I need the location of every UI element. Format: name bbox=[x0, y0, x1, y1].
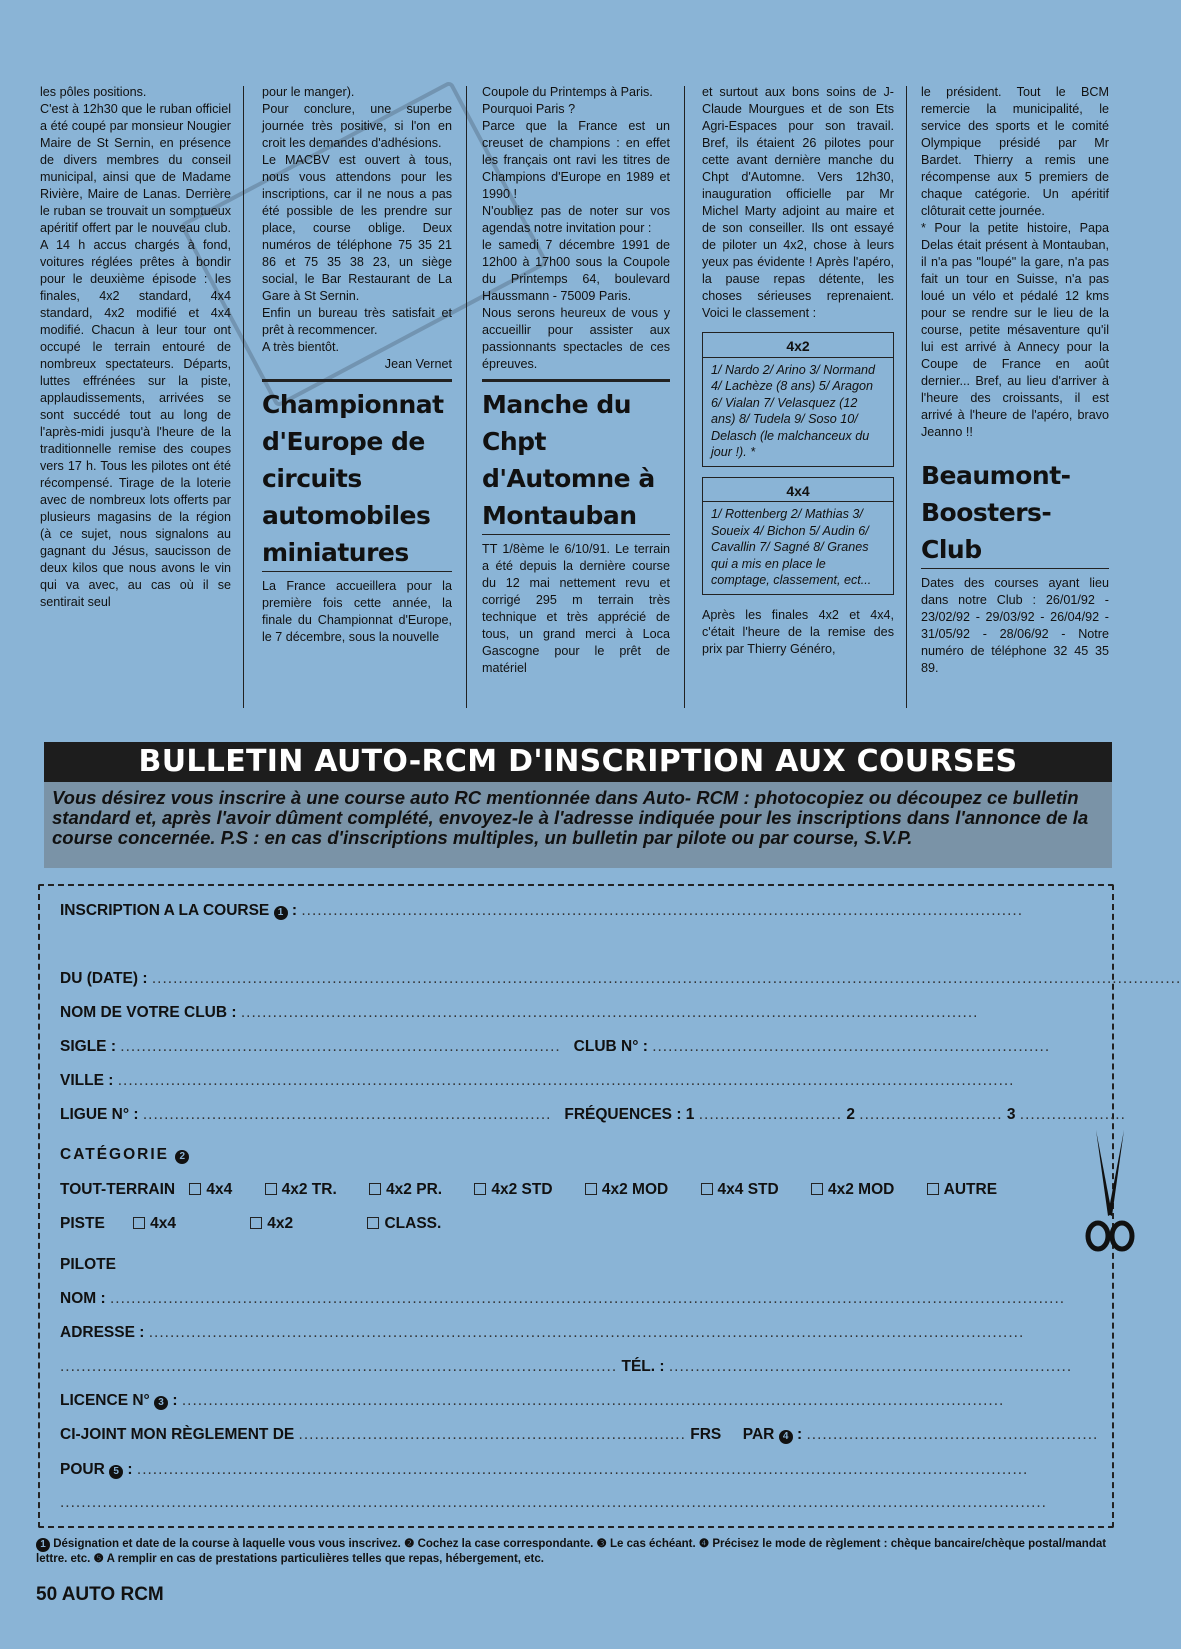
fill-line: ....................................................... bbox=[806, 1426, 1099, 1443]
results-text-4x2: 1/ Nardo 2/ Arino 3/ Normand 4/ Lachèze (8 ans) 5/ Aragon 6/ Vialan 7/ Velasquez (12 ans) 8/ Tudela 9/ Soso 10/ Delasch (le malchanceux du jour !). * bbox=[711, 362, 876, 459]
fill-line: ........................................................................................................................................................................ bbox=[136, 1461, 1029, 1478]
column-rule bbox=[684, 86, 685, 708]
column-rule bbox=[466, 86, 467, 708]
label-club-name: NOM DE VOTRE CLUB : bbox=[60, 1004, 237, 1021]
label-nom: NOM : bbox=[60, 1290, 106, 1307]
fill-line: ......................................................................................................... bbox=[60, 1358, 618, 1375]
option-tt-4x4[interactable]: 4x4 bbox=[189, 1181, 232, 1199]
checkbox[interactable] bbox=[369, 1183, 381, 1195]
footnotes bbox=[36, 1537, 1116, 1567]
checkbox[interactable] bbox=[133, 1217, 145, 1229]
note-marker-1: 1 bbox=[36, 1538, 50, 1552]
fill-line: ........................................................................................................................................................... bbox=[181, 1392, 1005, 1409]
row-sigle[interactable] bbox=[60, 1038, 1080, 1056]
c3-p2: Pourquoi Paris ? bbox=[482, 102, 576, 116]
column-rule bbox=[906, 86, 907, 708]
option-piste-class[interactable]: CLASS. bbox=[367, 1215, 441, 1233]
fill-line: ........................................................................................................................................ bbox=[301, 902, 1024, 919]
c1-p2: C'est à 12h30 que le ruban officiel a été coupé par monsieur Nougier Maire de St Sernin, en présence de divers membres du conseil municipal, ainsi que de Madame Rivière, Maire de Lanas. Derrière le ruban se trouvait un somptueux apéritif offert par le nouveau club. A 14 h accus chargés à fond, voitures réglées prêtes à bondir pour le deuxième épisode : les finales, 4x2 standard, 4x4 standard, 4x2 modifié et 4x4 modifié. Chacun à leur tour ont occupé le terrain entouré de nombreux spectateurs. Départs, luttes effrénées sur la piste, applaudissements, arrivées se sont succédé tout au long de l'après-midi jusqu'à l'heure de la traditionnelle remise des coupes vers 17 h. Tous les pilotes ont été récompensé. Tirage de la loterie avec de nombreux lots offerts par plusieurs magasins de la région (à ce sujet, nous signalons au gagnant du Jésus, saucisson de deux kilos que nous avons le vin qui va avec, au cas où il se sentirait seul bbox=[40, 102, 231, 609]
note-marker-1: 1 bbox=[274, 906, 288, 920]
label-frequences: FRÉQUENCES : 1 bbox=[564, 1106, 695, 1123]
label-licence: LICENCE N° bbox=[60, 1392, 150, 1409]
c2-after: La France accueillera pour la première fois cette année, la finale du Championnat d'Europe, le 7 décembre, sous la nouvelle bbox=[262, 579, 452, 644]
footnotes-text: Désignation et date de la course à laquelle vous vous inscrivez. ❷ Cochez la case correspondante. ❸ Le cas échéant. ❹ Précisez le mode de règlement : chèque bancaire/chèque postal/mandat lettre. etc. ❺ A remplir en cas de prestations particulières telles que repas, hébergement, etc. bbox=[36, 1538, 1107, 1565]
c2-p4: Enfin un bureau très satisfait et prêt à recommencer. bbox=[262, 306, 452, 337]
c3-p6: Nous serons heureux de vous y accueillir pour assister aux passionnants spectacles de ces épreuves. bbox=[482, 306, 670, 371]
author-signature: Jean Vernet bbox=[384, 357, 452, 371]
checkbox[interactable] bbox=[701, 1183, 713, 1195]
row-pilote bbox=[60, 1256, 1080, 1274]
article-column-1 bbox=[40, 84, 231, 611]
option-tt-4x2-pr[interactable]: 4x2 PR. bbox=[369, 1181, 442, 1199]
row-ligue[interactable] bbox=[60, 1106, 1126, 1124]
row-pour-continued[interactable] bbox=[60, 1494, 1080, 1512]
c3-after: TT 1/8ème le 6/10/91. Le terrain a été depuis la dernière course du 12 mai nettement revu et corrigé 295 m terrain très technique et très apprécié de tous, un grand merci à Loca Gascogne pour le prêt de matériel bbox=[482, 542, 670, 675]
bulletin-intro: Vous désirez vous inscrire à une course auto RC mentionnée dans Auto- RCM : photocopiez ou découpez ce bulletin standard et, après l'avoir dûment complété, envoyez-le à l'adresse indiquée pour les inscriptions dans l'annonce de la course concernée. P.S : en cas d'inscriptions multiples, un bulletin par pilote ou par course, S.V.P. bbox=[44, 782, 1112, 868]
checkbox[interactable] bbox=[474, 1183, 486, 1195]
article-column-2 bbox=[262, 84, 452, 646]
scissors-icon bbox=[1082, 1126, 1138, 1266]
label-freq-3: 3 bbox=[1006, 1106, 1016, 1123]
label-frs: FRS bbox=[690, 1426, 722, 1443]
heading-beaumont: Beaumont-Boosters-Club bbox=[921, 457, 1109, 569]
row-adresse[interactable] bbox=[60, 1324, 1080, 1342]
row-nom[interactable] bbox=[60, 1290, 1080, 1308]
fill-line: ............................................................................ bbox=[668, 1358, 1073, 1375]
option-tt-4x2-tr[interactable]: 4x2 TR. bbox=[265, 1181, 337, 1199]
label-ligue: LIGUE N° : bbox=[60, 1106, 139, 1123]
fill-line: ......................................................................... bbox=[298, 1426, 686, 1443]
checkbox[interactable] bbox=[367, 1217, 379, 1229]
page-footer: 50 AUTO RCM bbox=[36, 1584, 164, 1605]
label-piste: PISTE bbox=[60, 1215, 105, 1232]
row-piste bbox=[60, 1215, 1080, 1233]
c3-p4: N'oubliez pas de noter sur vos agendas notre invitation pour : bbox=[482, 204, 670, 235]
option-tt-autre[interactable]: AUTRE bbox=[927, 1181, 997, 1199]
article-column-3 bbox=[482, 84, 670, 677]
option-tt-4x2-mod[interactable]: 4x2 MOD bbox=[585, 1181, 668, 1199]
row-tout-terrain bbox=[60, 1181, 1080, 1199]
row-pour[interactable]: POUR 5 : ........................................................................................................................................................................ bbox=[60, 1461, 1029, 1478]
results-title-4x4: 4x4 bbox=[703, 483, 893, 503]
option-piste-4x2[interactable]: 4x2 bbox=[250, 1215, 293, 1233]
label-tout-terrain: TOUT-TERRAIN bbox=[60, 1181, 176, 1198]
c5-p2: * Pour la petite histoire, Papa Delas était présent à Montauban, il n'a pas "loupé" la gare, n'a pas fait un tour en Suisse, n'a pas loué un vélo et pédalé 12 kms pour se rendre sur le lieu de la course, petite mésaventure qu'il lui est arrivé à Annecy pour la Coupe de France en août dernier... Bref, au lieu d'arriver à l'heure des croissants, il est arrivé à l'heure de l'apéro, bravo Jeanno !! bbox=[921, 221, 1109, 439]
c5-after: Dates des courses ayant lieu dans notre Club : 26/01/92 - 23/02/92 - 29/03/92 - 26/04/92 - 31/05/92 - 28/06/92 - Notre numéro de téléphone 32 45 35 89. bbox=[921, 576, 1109, 675]
checkbox[interactable] bbox=[585, 1183, 597, 1195]
c2-p5: A très bientôt. bbox=[262, 340, 340, 354]
label-date: DU (DATE) : bbox=[60, 970, 148, 987]
fill-line: .......................................................................................................................................................................................... bbox=[60, 1494, 1047, 1511]
row-reglement[interactable]: CI-JOINT MON RÈGLEMENT DE ......................................................................... FRS PAR 4 : ....................................................... bbox=[60, 1426, 1099, 1443]
bulletin-title: BULLETIN AUTO-RCM D'INSCRIPTION AUX COURSES bbox=[44, 742, 1112, 782]
c4-after: Après les finales 4x2 et 4x4, c'était l'heure de la remise des prix par Thierry Généro, bbox=[702, 607, 894, 656]
heading-championnat: Championnat d'Europe de circuits automobiles miniatures bbox=[262, 386, 452, 572]
row-categorie bbox=[60, 1146, 1080, 1164]
checkbox[interactable] bbox=[927, 1183, 939, 1195]
row-adresse-tel[interactable] bbox=[60, 1358, 1080, 1376]
c2-p1: pour le manger). bbox=[262, 85, 355, 99]
checkbox[interactable] bbox=[811, 1183, 823, 1195]
article-column-4 bbox=[702, 84, 894, 658]
note-marker-4: 4 bbox=[779, 1430, 793, 1444]
label-ville: VILLE : bbox=[60, 1072, 114, 1089]
row-licence[interactable]: LICENCE N° 3 : ........................................................................................................................................................... bbox=[60, 1392, 1005, 1409]
option-tt-4x2-std[interactable]: 4x2 STD bbox=[474, 1181, 552, 1199]
option-piste-4x4[interactable]: 4x4 bbox=[133, 1215, 176, 1233]
column-rule bbox=[243, 86, 244, 708]
fill-line: ........................................................................................................................................... bbox=[240, 1004, 979, 1021]
row-club-name[interactable] bbox=[60, 1004, 1080, 1022]
label-adresse: ADRESSE : bbox=[60, 1324, 145, 1341]
label-reglement: CI-JOINT MON RÈGLEMENT DE bbox=[60, 1426, 295, 1443]
fill-line: .................................................................................................................................................................................................. bbox=[151, 970, 1181, 987]
c5-p1: le président. Tout le BCM remercie la municipalité, le service des sports et le comité Olympique présidé par Mr Bardet. Thierry a remis une récompense aux 5 premiers de chaque catégorie. Un apéritif clôturait cette journée. bbox=[921, 85, 1109, 218]
heading-montauban: Manche du Chpt d'Automne à Montauban bbox=[482, 386, 670, 535]
label-inscription: INSCRIPTION A LA COURSE bbox=[60, 902, 270, 919]
label-par: PAR bbox=[742, 1426, 775, 1443]
results-box-4x2 bbox=[702, 332, 894, 467]
fill-line: ......................................................................................................................................................................... bbox=[117, 1072, 1015, 1089]
label-categorie: CATÉGORIE bbox=[60, 1146, 169, 1163]
fill-line: ........................... bbox=[859, 1106, 1003, 1123]
option-tt-4x2-mod-2[interactable]: 4x2 MOD bbox=[811, 1181, 894, 1199]
label-sigle: SIGLE : bbox=[60, 1038, 116, 1055]
c3-p5: le samedi 7 décembre 1991 de 12h00 à 17h00 sous la Coupole du Printemps 64, boulevard Haussmann - 75009 Paris. bbox=[482, 238, 670, 303]
results-title-4x2: 4x2 bbox=[703, 338, 893, 358]
c3-p1: Coupole du Printemps à Paris. bbox=[482, 85, 653, 99]
c2-p3: Le MACBV est ouvert à tous, nous vous attendons pour les inscriptions, car il ne nous a pas été possible de les prendre sur place, course oblige. Deux numéros de téléphone 75 35 21 86 et 75 35 38 23, un siège social, le Bar Restaurant de La Gare à St Sernin. bbox=[262, 153, 452, 303]
results-text-4x4: 1/ Rottenberg 2/ Mathias 3/ Soueix 4/ Bichon 5/ Audin 6/ Cavallin 7/ Sagné 8/ Granes qui a mis en place le comptage, classement, ect... bbox=[711, 507, 872, 587]
label-pilote: PILOTE bbox=[60, 1256, 116, 1273]
row-inscription[interactable]: INSCRIPTION A LA COURSE 1 : ........................................................................................................................................ bbox=[60, 902, 1024, 919]
fill-line: ............................................................................. bbox=[142, 1106, 552, 1123]
c1-p1: les pôles positions. bbox=[40, 85, 147, 99]
fill-line: .................................................................................................................................................................................... bbox=[109, 1290, 1066, 1307]
section-divider bbox=[262, 379, 452, 382]
checkbox[interactable] bbox=[250, 1217, 262, 1229]
row-date[interactable] bbox=[60, 970, 1181, 988]
c3-p3: Parce que la France est un creuset de champions : en effet les français ont ravi les titres de Champions d'Europe en 1989 et 1990 ! bbox=[482, 119, 670, 201]
fill-line: ........................... bbox=[698, 1106, 843, 1123]
note-marker-5: 5 bbox=[109, 1465, 123, 1479]
note-marker-3: 3 bbox=[154, 1396, 168, 1410]
fill-line: .................... bbox=[1019, 1106, 1126, 1123]
spacer bbox=[921, 441, 1109, 457]
article-column-5 bbox=[921, 84, 1109, 677]
section-divider bbox=[482, 379, 670, 382]
label-freq-2: 2 bbox=[846, 1106, 855, 1123]
fill-line: ................................................................................... bbox=[120, 1038, 561, 1055]
option-tt-4x4-std[interactable]: 4x4 STD bbox=[701, 1181, 779, 1199]
fill-line: ........................................................................... bbox=[652, 1038, 1051, 1055]
fill-line: ..................................................................................................................................................................... bbox=[148, 1324, 1025, 1341]
c4-p1: et surtout aux bons soins de J-Claude Mourgues et de son Ets Agri-Espaces pour son travail. Bref, ils étaient 26 pilotes pour cette avant dernière manche du Chpt d'Automne. Vers 12h30, inauguration officielle par Mr Michel Marty adjoint au maire et de son conseiller. Ils ont essayé de piloter un 4x2, chose à leurs yeux pas évidente ! Après l'apéro, la pause repas détente, les choses sérieuses reprenaient. Voici le classement : bbox=[702, 85, 894, 320]
label-pour: POUR bbox=[60, 1461, 105, 1478]
row-ville[interactable] bbox=[60, 1072, 1080, 1090]
results-box-4x4 bbox=[702, 477, 894, 595]
label-tel: TÉL. : bbox=[621, 1358, 665, 1375]
c2-p2: Pour conclure, une superbe journée très positive, si l'on en croit les demandes d'adhésions. bbox=[262, 102, 452, 150]
checkbox[interactable] bbox=[189, 1183, 201, 1195]
note-marker-2: 2 bbox=[175, 1150, 189, 1164]
label-club-number: CLUB N° : bbox=[573, 1038, 648, 1055]
checkbox[interactable] bbox=[265, 1183, 277, 1195]
